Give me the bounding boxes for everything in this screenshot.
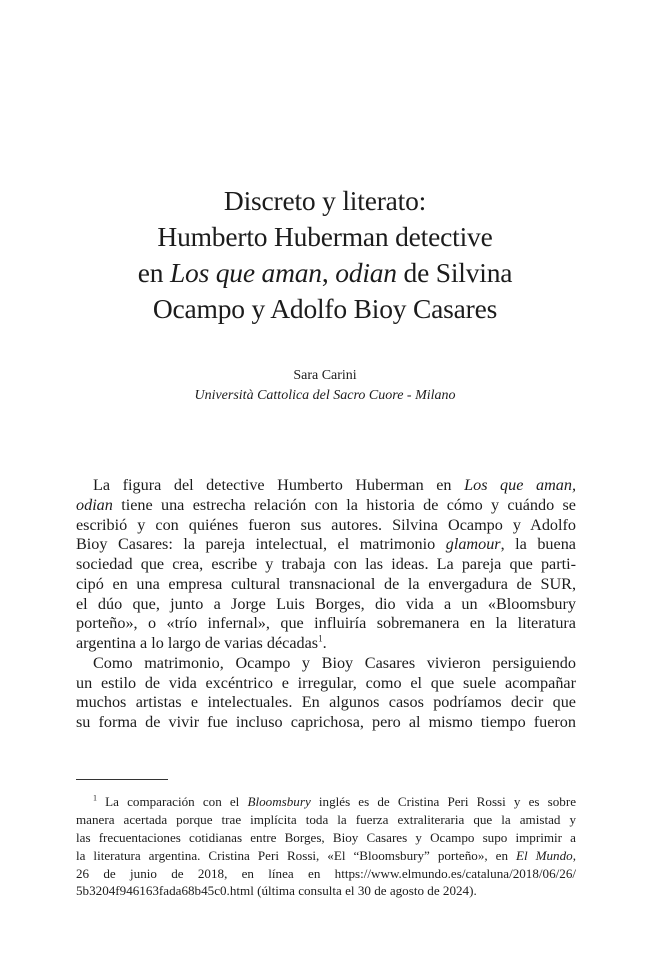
title-line: en Los que aman, odian de Silvina [137,257,513,288]
body-line: escribió y con quiénes fueron sus autores. Silvina Ocampo y Adolfo [76,515,576,534]
footnote-line: $^1$ La comparación con el Bloomsbury inglés es de Cristina Peri Rossi y es sobre [93,793,577,809]
body-line: La figura del detective Humberto Huberman en Los que aman, [93,476,577,494]
author-affiliation: Università Cattolica del Sacro Cuore - Milano [194,388,456,403]
italic-word: El Mundo [515,847,573,863]
body-line: su forma de vivir fue incluso caprichosa, pero al mismo tiempo fueron [76,713,576,731]
body-line: sociedad que crea, escribe y trabaja con las ideas. La pareja que parti- [76,555,576,573]
footnote-line[interactable]: 26 de junio de 2018, en línea en https://www.elmundo.es/cataluna/2018/06/26/ [76,865,576,881]
title-italic: odian [335,257,397,288]
body-line: Bioy Casares: la pareja intelectual, el matrimonio glamour, la buena [76,535,576,554]
footnote [76,793,576,900]
italic-word: Bloomsbury [247,794,311,809]
italic-word: glamour [445,535,501,554]
title-line: Discreto y literato: [223,185,427,216]
footnote-line: las frecuentaciones cotidianas entre Borges, Bioy Casares y Ocampo supo imprimir a [76,829,576,845]
footnote-line: manera acertada porque trae implícita toda la fuerza extraliteraria que la amistad y [76,811,576,827]
footnote-reference[interactable]: 1 [318,633,323,644]
title-line: Ocampo y Adolfo Bioy Casares [152,293,498,324]
title-line: Humberto Huberman detective [157,221,493,252]
body-line: un estilo de vida excéntrico e irregular, como el que suele acompañar [76,673,576,692]
footnote-separator [76,779,168,780]
body-line: el dúo que, junto a Jorge Luis Borges, dio vida a un «Bloomsbury [76,594,576,613]
body-line: argentina a lo largo de varias décadas$^1$. [76,633,327,652]
footnote-line: 5b3204f946163fada68b45c0.html (última consulta el 30 de agosto de 2024). [76,883,477,899]
article-title [60,183,590,327]
body-line: porteño», o «trío infernal», que influiría sobremanera en la literatura [76,614,576,633]
body-line: cipó en una empresa cultural transnacional de la envergadura de SUR, [76,574,576,593]
body-text [76,476,576,733]
title-italic: Los que aman [169,257,322,288]
italic-title: odian [76,495,113,514]
italic-title: Los que aman, [464,476,577,494]
body-line: odian tiene una estrecha relación con la historia de cómo y cuándo se [76,495,576,514]
footnote-line: la literatura argentina. Cristina Peri Rossi, «El “Bloomsbury” porteño», en El Mundo, [76,847,576,863]
footnote-marker: 1 [93,793,97,803]
author-name: Sara Carini [293,368,357,383]
body-line: muchos artistas e intelectuales. En algunos casos podríamos decir que [76,693,576,712]
body-line: Como matrimonio, Ocampo y Bioy Casares vivieron persiguiendo [93,653,576,672]
